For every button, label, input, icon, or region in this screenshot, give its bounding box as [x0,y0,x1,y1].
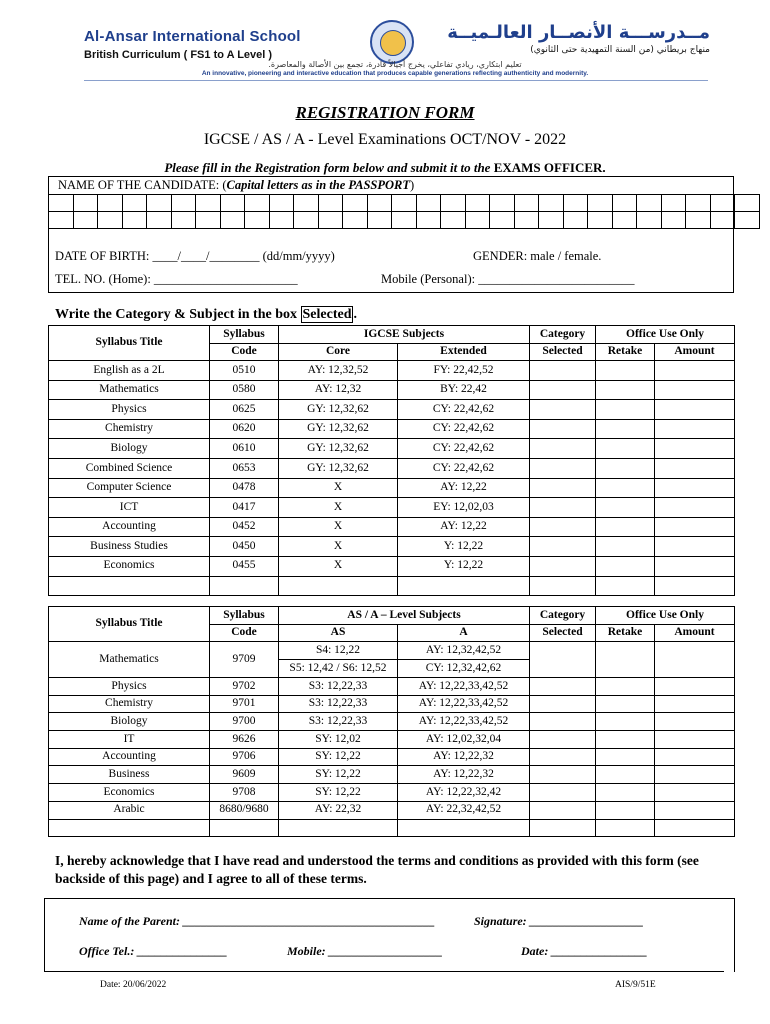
name-letter-box[interactable] [318,212,343,229]
a-components: AY: 12,22,32,42 [398,784,530,802]
core-components: X [279,478,398,498]
syllabus-code: 9609 [210,766,279,784]
table-row-empty [49,819,735,836]
header-code: Code [210,344,279,361]
header-igcse-subjects: IGCSE Subjects [279,326,530,344]
amount-cell [655,380,735,400]
retake-cell [596,766,655,784]
table-row [49,713,735,731]
name-letter-box[interactable] [392,212,417,229]
empty-cell [279,819,398,836]
motto-ar: تعليم ابتكاري، ريادي تفاعلي، يخرج أجيالاً قادرة، تجمع بين الأصالة والمعاصرة. [268,60,522,69]
name-letter-box[interactable] [514,195,539,212]
table-row [49,439,735,459]
empty-cell [49,576,210,595]
category-selected-cell[interactable] [530,766,596,784]
category-selected-cell[interactable] [530,380,596,400]
syllabus-code: 0625 [210,400,279,420]
empty-cell [210,819,279,836]
name-letter-box[interactable] [661,212,686,229]
name-letter-box[interactable] [441,212,466,229]
candidate-name-label: NAME OF THE CANDIDATE: (Capital letters as in the PASSPORT) [58,178,415,192]
name-letter-box[interactable] [318,195,343,212]
date-field[interactable]: Date: ________________ [521,944,648,958]
header-code: Code [210,625,279,642]
syllabus-code: 0478 [210,478,279,498]
a-components: AY: 12,22,32 [398,766,530,784]
subject-title: Economics [49,784,210,802]
amount-cell [655,678,735,696]
header-syllabus: Syllabus [210,607,279,625]
table-row [49,766,735,784]
name-letter-box[interactable] [122,212,147,229]
name-letter-box[interactable] [49,212,74,229]
subject-title: Business Studies [49,537,210,557]
name-letter-box[interactable] [367,212,392,229]
retake-cell [596,439,655,459]
table-row [49,801,735,819]
category-selected-cell[interactable] [530,458,596,478]
header-extended: Extended [398,344,530,361]
amount-cell [655,478,735,498]
name-letter-box[interactable] [98,195,123,212]
name-letter-box[interactable] [490,195,515,212]
retake-cell [596,498,655,518]
subject-title: ICT [49,498,210,518]
retake-cell [596,537,655,557]
amount-cell [655,766,735,784]
subject-title: English as a 2L [49,361,210,381]
name-letter-box[interactable] [294,212,319,229]
extended-components: Y: 12,22 [398,556,530,576]
core-components: AY: 12,32 [279,380,398,400]
retake-cell [596,695,655,713]
a-components: AY: 12,22,33,42,52 [398,695,530,713]
amount-cell [655,748,735,766]
category-selected-cell[interactable] [530,678,596,696]
extended-components: CY: 22,42,62 [398,419,530,439]
table-row [49,478,735,498]
office-tel-field[interactable]: Office Tel.: _______________ [79,944,228,958]
category-selected-cell[interactable] [530,784,596,802]
name-letter-box[interactable] [343,195,368,212]
syllabus-code: 0450 [210,537,279,557]
instruction: Please fill in the Registration form below and submit it to the EXAMS OFFICER. [164,160,606,175]
name-letter-box[interactable] [196,195,221,212]
footer-ref: AIS/9/51E [615,980,656,990]
name-letter-box[interactable] [392,195,417,212]
name-letter-box[interactable] [416,212,441,229]
header-retake: Retake [596,344,655,361]
amount-cell [655,458,735,478]
subject-title: Physics [49,678,210,696]
subject-title: Mathematics [49,380,210,400]
as-components: S3: 12,22,33 [279,713,398,731]
as-components: SY: 12,22 [279,748,398,766]
amount-cell [655,784,735,802]
name-letter-box[interactable] [735,195,760,212]
table-row [49,784,735,802]
name-letter-box[interactable] [686,212,711,229]
syllabus-code: 9708 [210,784,279,802]
table-row [49,517,735,537]
subject-title: Biology [49,439,210,459]
name-letter-box[interactable] [220,195,245,212]
core-components: X [279,517,398,537]
school-header-ar [447,22,710,55]
name-letter-box[interactable] [73,195,98,212]
empty-cell [398,576,530,595]
name-letter-box[interactable] [98,212,123,229]
igcse-subjects-table [48,325,735,596]
a-components: AY: 22,32,42,52 [398,801,530,819]
subject-title: Economics [49,556,210,576]
category-selected-cell[interactable] [530,361,596,381]
acknowledgement-text: I, hereby acknowledge that I have read and understood the terms and conditions as provided with this form (see backside of this page) and I agree to all of these terms. [55,853,699,886]
name-letter-box[interactable] [367,195,392,212]
name-letter-box[interactable] [637,212,662,229]
empty-cell [596,576,655,595]
table-row [49,695,735,713]
syllabus-code: 0580 [210,380,279,400]
name-letter-box[interactable] [269,212,294,229]
table-row [49,400,735,420]
extended-components: BY: 22,42 [398,380,530,400]
curriculum-en: British Curriculum ( FS1 to A Level ) [84,49,273,61]
amount-cell [655,642,735,678]
empty-cell [49,819,210,836]
core-components: AY: 12,32,52 [279,361,398,381]
header-as: AS [279,625,398,642]
header-category: Category [530,326,596,344]
syllabus-code: 8680/9680 [210,801,279,819]
name-letter-grid[interactable] [48,194,760,229]
exam-title: IGCSE / AS / A - Level Examinations OCT/NOV - 2022 [203,131,567,148]
header-retake: Retake [596,625,655,642]
syllabus-code: 9701 [210,695,279,713]
name-letter-box[interactable] [637,195,662,212]
retake-cell [596,642,655,678]
table-row [49,458,735,478]
name-letter-box[interactable] [73,212,98,229]
name-letter-box[interactable] [147,212,172,229]
as-components: S3: 12,22,33 [279,695,398,713]
name-letter-box[interactable] [343,212,368,229]
syllabus-code: 9702 [210,678,279,696]
school-name-en: Al-Ansar International School [84,28,301,45]
header-selected: Selected [530,344,596,361]
amount-cell [655,361,735,381]
category-selected-cell[interactable] [530,748,596,766]
empty-cell[interactable] [530,576,596,595]
name-letter-box[interactable] [465,195,490,212]
subject-title: Arabic [49,801,210,819]
header-office-use: Office Use Only [596,326,735,344]
amount-cell [655,556,735,576]
name-letter-box[interactable] [245,195,270,212]
mobile-field[interactable]: Mobile (Personal): _________________________ [381,272,635,286]
as-components: SY: 12,22 [279,766,398,784]
amount-cell [655,801,735,819]
retake-cell [596,678,655,696]
name-letter-box[interactable] [710,212,735,229]
subject-title: Business [49,766,210,784]
retake-cell [596,458,655,478]
syllabus-code: 9626 [210,731,279,749]
name-letter-box[interactable] [171,212,196,229]
home-tel-field[interactable]: TEL. NO. (Home): _______________________ [55,272,298,286]
signature-box [44,898,735,972]
empty-cell [596,819,655,836]
amount-cell [655,517,735,537]
retake-cell [596,801,655,819]
header-office-use: Office Use Only [596,607,735,625]
as-components: S5: 12,42 / S6: 12,52 [279,660,398,678]
retake-cell [596,478,655,498]
amount-cell [655,695,735,713]
school-crest-icon [370,20,414,64]
name-letter-box[interactable] [441,195,466,212]
category-selected-cell[interactable] [530,400,596,420]
retake-cell [596,784,655,802]
subject-title: Mathematics [49,642,210,678]
name-letter-box[interactable] [686,195,711,212]
name-letter-box[interactable] [539,212,564,229]
category-selected-cell[interactable] [530,439,596,459]
retake-cell [596,400,655,420]
table-row [49,498,735,518]
syllabus-code: 0653 [210,458,279,478]
table-row [49,556,735,576]
amount-cell [655,419,735,439]
name-letter-box[interactable] [245,212,270,229]
as-components: AY: 22,32 [279,801,398,819]
alevel-subjects-table [48,606,735,837]
curriculum-ar: منهاج بريطاني (من السنة التمهيدية حتى الثانوي) [530,45,710,55]
amount-cell [655,713,735,731]
a-components: AY: 12,22,33,42,52 [398,713,530,731]
header-syllabus: Syllabus [210,326,279,344]
name-letter-box[interactable] [661,195,686,212]
school-name-ar: مــدرســـة الأنصــار العالـميــة [447,22,710,43]
category-selected-cell[interactable] [530,498,596,518]
core-components: GY: 12,32,62 [279,419,398,439]
subject-title: Computer Science [49,478,210,498]
subject-title: Physics [49,400,210,420]
empty-cell [210,576,279,595]
syllabus-code: 9706 [210,748,279,766]
name-letter-box[interactable] [171,195,196,212]
empty-cell [655,576,735,595]
name-letter-box[interactable] [612,195,637,212]
category-selected-cell[interactable] [530,537,596,557]
core-components: X [279,498,398,518]
name-letter-box[interactable] [122,195,147,212]
retake-cell [596,556,655,576]
table-row [49,361,735,381]
subject-title: Chemistry [49,695,210,713]
syllabus-code: 9700 [210,713,279,731]
category-selected-cell[interactable] [530,801,596,819]
header-a: A [398,625,530,642]
name-letter-box[interactable] [514,212,539,229]
extended-components: AY: 12,22 [398,478,530,498]
subject-title: Biology [49,713,210,731]
a-components: AY: 12,22,33,42,52 [398,678,530,696]
parent-name-field[interactable]: Name of the Parent: __________________________________________ [79,914,435,928]
core-components: GY: 12,32,62 [279,458,398,478]
syllabus-code: 0620 [210,419,279,439]
empty-cell [398,819,530,836]
subject-title: Combined Science [49,458,210,478]
category-selected-cell[interactable] [530,419,596,439]
retake-cell [596,517,655,537]
name-letter-box[interactable] [563,212,588,229]
syllabus-code: 9709 [210,642,279,678]
name-letter-box[interactable] [196,212,221,229]
extended-components: CY: 22,42,62 [398,439,530,459]
table-row [49,678,735,696]
write-category-instruction: Write the Category & Subject in the box Selected . [55,307,357,322]
header-syllabus-title: Syllabus Title [49,326,210,361]
header-divider [84,80,708,81]
as-components: S3: 12,22,33 [279,678,398,696]
name-letter-box[interactable] [588,212,613,229]
a-components: AY: 12,22,32 [398,748,530,766]
name-letter-box[interactable] [539,195,564,212]
signature-box-bottom [44,971,724,972]
amount-cell [655,400,735,420]
syllabus-code: 0452 [210,517,279,537]
extended-components: Y: 12,22 [398,537,530,557]
category-selected-cell[interactable] [530,731,596,749]
retake-cell [596,361,655,381]
table-row [49,537,735,557]
header-core: Core [279,344,398,361]
name-letter-box[interactable] [220,212,245,229]
extended-components: CY: 22,42,62 [398,400,530,420]
name-letter-box[interactable] [710,195,735,212]
header-category: Category [530,607,596,625]
core-components: GY: 12,32,62 [279,400,398,420]
category-selected-cell[interactable] [530,517,596,537]
a-components: AY: 12,02,32,04 [398,731,530,749]
subject-title: IT [49,731,210,749]
syllabus-code: 0610 [210,439,279,459]
footer-date: Date: 20/06/2022 [100,980,167,990]
subject-title: Accounting [49,517,210,537]
header-selected: Selected [530,625,596,642]
name-letter-box[interactable] [49,195,74,212]
name-letter-box[interactable] [269,195,294,212]
core-components: X [279,556,398,576]
retake-cell [596,713,655,731]
name-letter-box[interactable] [465,212,490,229]
subject-title: Chemistry [49,419,210,439]
extended-components: EY: 12,02,03 [398,498,530,518]
a-components: CY: 12,32,42,62 [398,660,530,678]
core-components: X [279,537,398,557]
name-letter-box[interactable] [588,195,613,212]
table-row-empty [49,576,735,595]
name-letter-box[interactable] [147,195,172,212]
amount-cell [655,439,735,459]
amount-cell [655,537,735,557]
gender-field[interactable]: GENDER: male / female. [473,249,602,263]
name-letter-box[interactable] [735,212,760,229]
syllabus-code: 0510 [210,361,279,381]
category-selected-cell[interactable] [530,478,596,498]
header-amount: Amount [655,625,735,642]
table-row [49,419,735,439]
category-selected-cell[interactable] [530,695,596,713]
table-row [49,731,735,749]
signature-field[interactable]: Signature: ___________________ [474,914,644,928]
parent-mobile-field[interactable]: Mobile: ___________________ [287,944,443,958]
category-selected-cell[interactable] [530,556,596,576]
retake-cell [596,380,655,400]
as-components: S4: 12,22 [279,642,398,660]
amount-cell [655,498,735,518]
date-of-birth-field[interactable]: DATE OF BIRTH: ____/____/________ (dd/mm/yyyy) [55,249,335,263]
syllabus-code: 0455 [210,556,279,576]
header-syllabus-title: Syllabus Title [49,607,210,642]
name-letter-box[interactable] [416,195,441,212]
amount-cell [655,731,735,749]
retake-cell [596,731,655,749]
name-letter-box[interactable] [612,212,637,229]
empty-cell [655,819,735,836]
a-components: AY: 12,32,42,52 [398,642,530,660]
empty-cell [279,576,398,595]
table-row [49,380,735,400]
extended-components: FY: 22,42,52 [398,361,530,381]
as-components: SY: 12,22 [279,784,398,802]
header-amount: Amount [655,344,735,361]
table-row [49,748,735,766]
name-letter-box[interactable] [563,195,588,212]
core-components: GY: 12,32,62 [279,439,398,459]
school-header-en [84,28,301,61]
retake-cell [596,419,655,439]
name-letter-box[interactable] [490,212,515,229]
name-letter-box[interactable] [294,195,319,212]
extended-components: AY: 12,22 [398,517,530,537]
syllabus-code: 0417 [210,498,279,518]
table-row [49,642,735,660]
retake-cell [596,748,655,766]
form-title: REGISTRATION FORM [295,103,475,122]
as-components: SY: 12,02 [279,731,398,749]
category-selected-cell[interactable] [530,713,596,731]
motto-en: An innovative, pioneering and interactive education that produces capable generations reflecting authenticity and modernity. [201,70,589,77]
extended-components: CY: 22,42,62 [398,458,530,478]
empty-cell[interactable] [530,819,596,836]
header-alevel-subjects: AS / A – Level Subjects [279,607,530,625]
category-selected-cell[interactable] [530,642,596,678]
subject-title: Accounting [49,748,210,766]
